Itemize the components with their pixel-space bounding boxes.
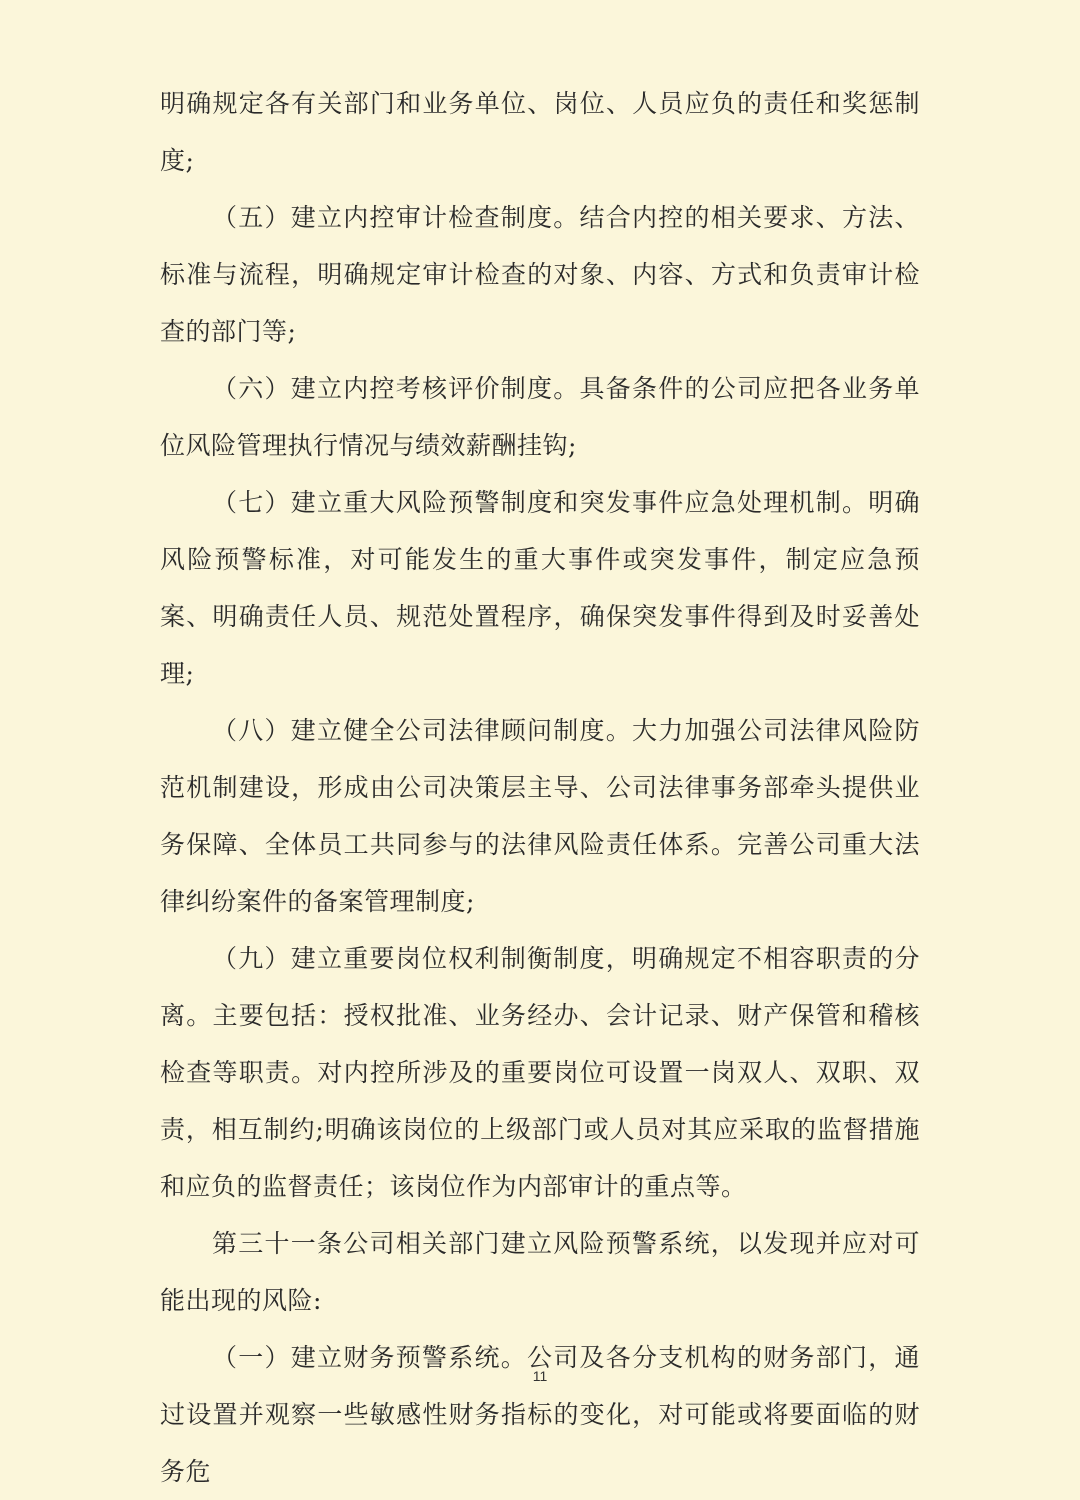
- paragraph: （一）建立财务预警系统。公司及各分支机构的财务部门，通过设置并观察一些敏感性财务指标的变化，对可能或将要面临的财务危: [160, 1343, 920, 1486]
- document-body: [160, 75, 920, 1500]
- paragraph: （六）建立内控考核评价制度。具备条件的公司应把各业务单位风险管理执行情况与绩效薪酬挂钩;: [160, 374, 920, 460]
- article-heading-paragraph: 第三十一条公司相关部门建立风险预警系统，以发现并应对可能出现的风险:: [160, 1229, 920, 1315]
- page-number: 11: [532, 1368, 548, 1384]
- paragraph: （七）建立重大风险预警制度和突发事件应急处理机制。明确风险预警标准，对可能发生的重大事件或突发事件，制定应急预案、明确责任人员、规范处置程序，确保突发事件得到及时妥善处理;: [160, 488, 920, 688]
- paragraph: （五）建立内控审计检查制度。结合内控的相关要求、方法、标准与流程，明确规定审计检查的对象、内容、方式和负责审计检查的部门等;: [160, 203, 920, 346]
- paragraph: （九）建立重要岗位权利制衡制度，明确规定不相容职责的分离。主要包括：授权批准、业务经办、会计记录、财产保管和稽核检查等职责。对内控所涉及的重要岗位可设置一岗双人、双职、双责，相互制约;明确该岗位的上级部门或人员对其应采取的监督措施和应负的监督责任；该岗位作为内部审计的重点等。: [160, 944, 920, 1201]
- paragraph: （八）建立健全公司法律顾问制度。大力加强公司法律风险防范机制建设，形成由公司决策层主导、公司法律事务部牵头提供业务保障、全体员工共同参与的法律风险责任体系。完善公司重大法律纠纷案件的备案管理制度;: [160, 716, 920, 916]
- paragraph: 明确规定各有关部门和业务单位、岗位、人员应负的责任和奖惩制度;: [160, 89, 920, 175]
